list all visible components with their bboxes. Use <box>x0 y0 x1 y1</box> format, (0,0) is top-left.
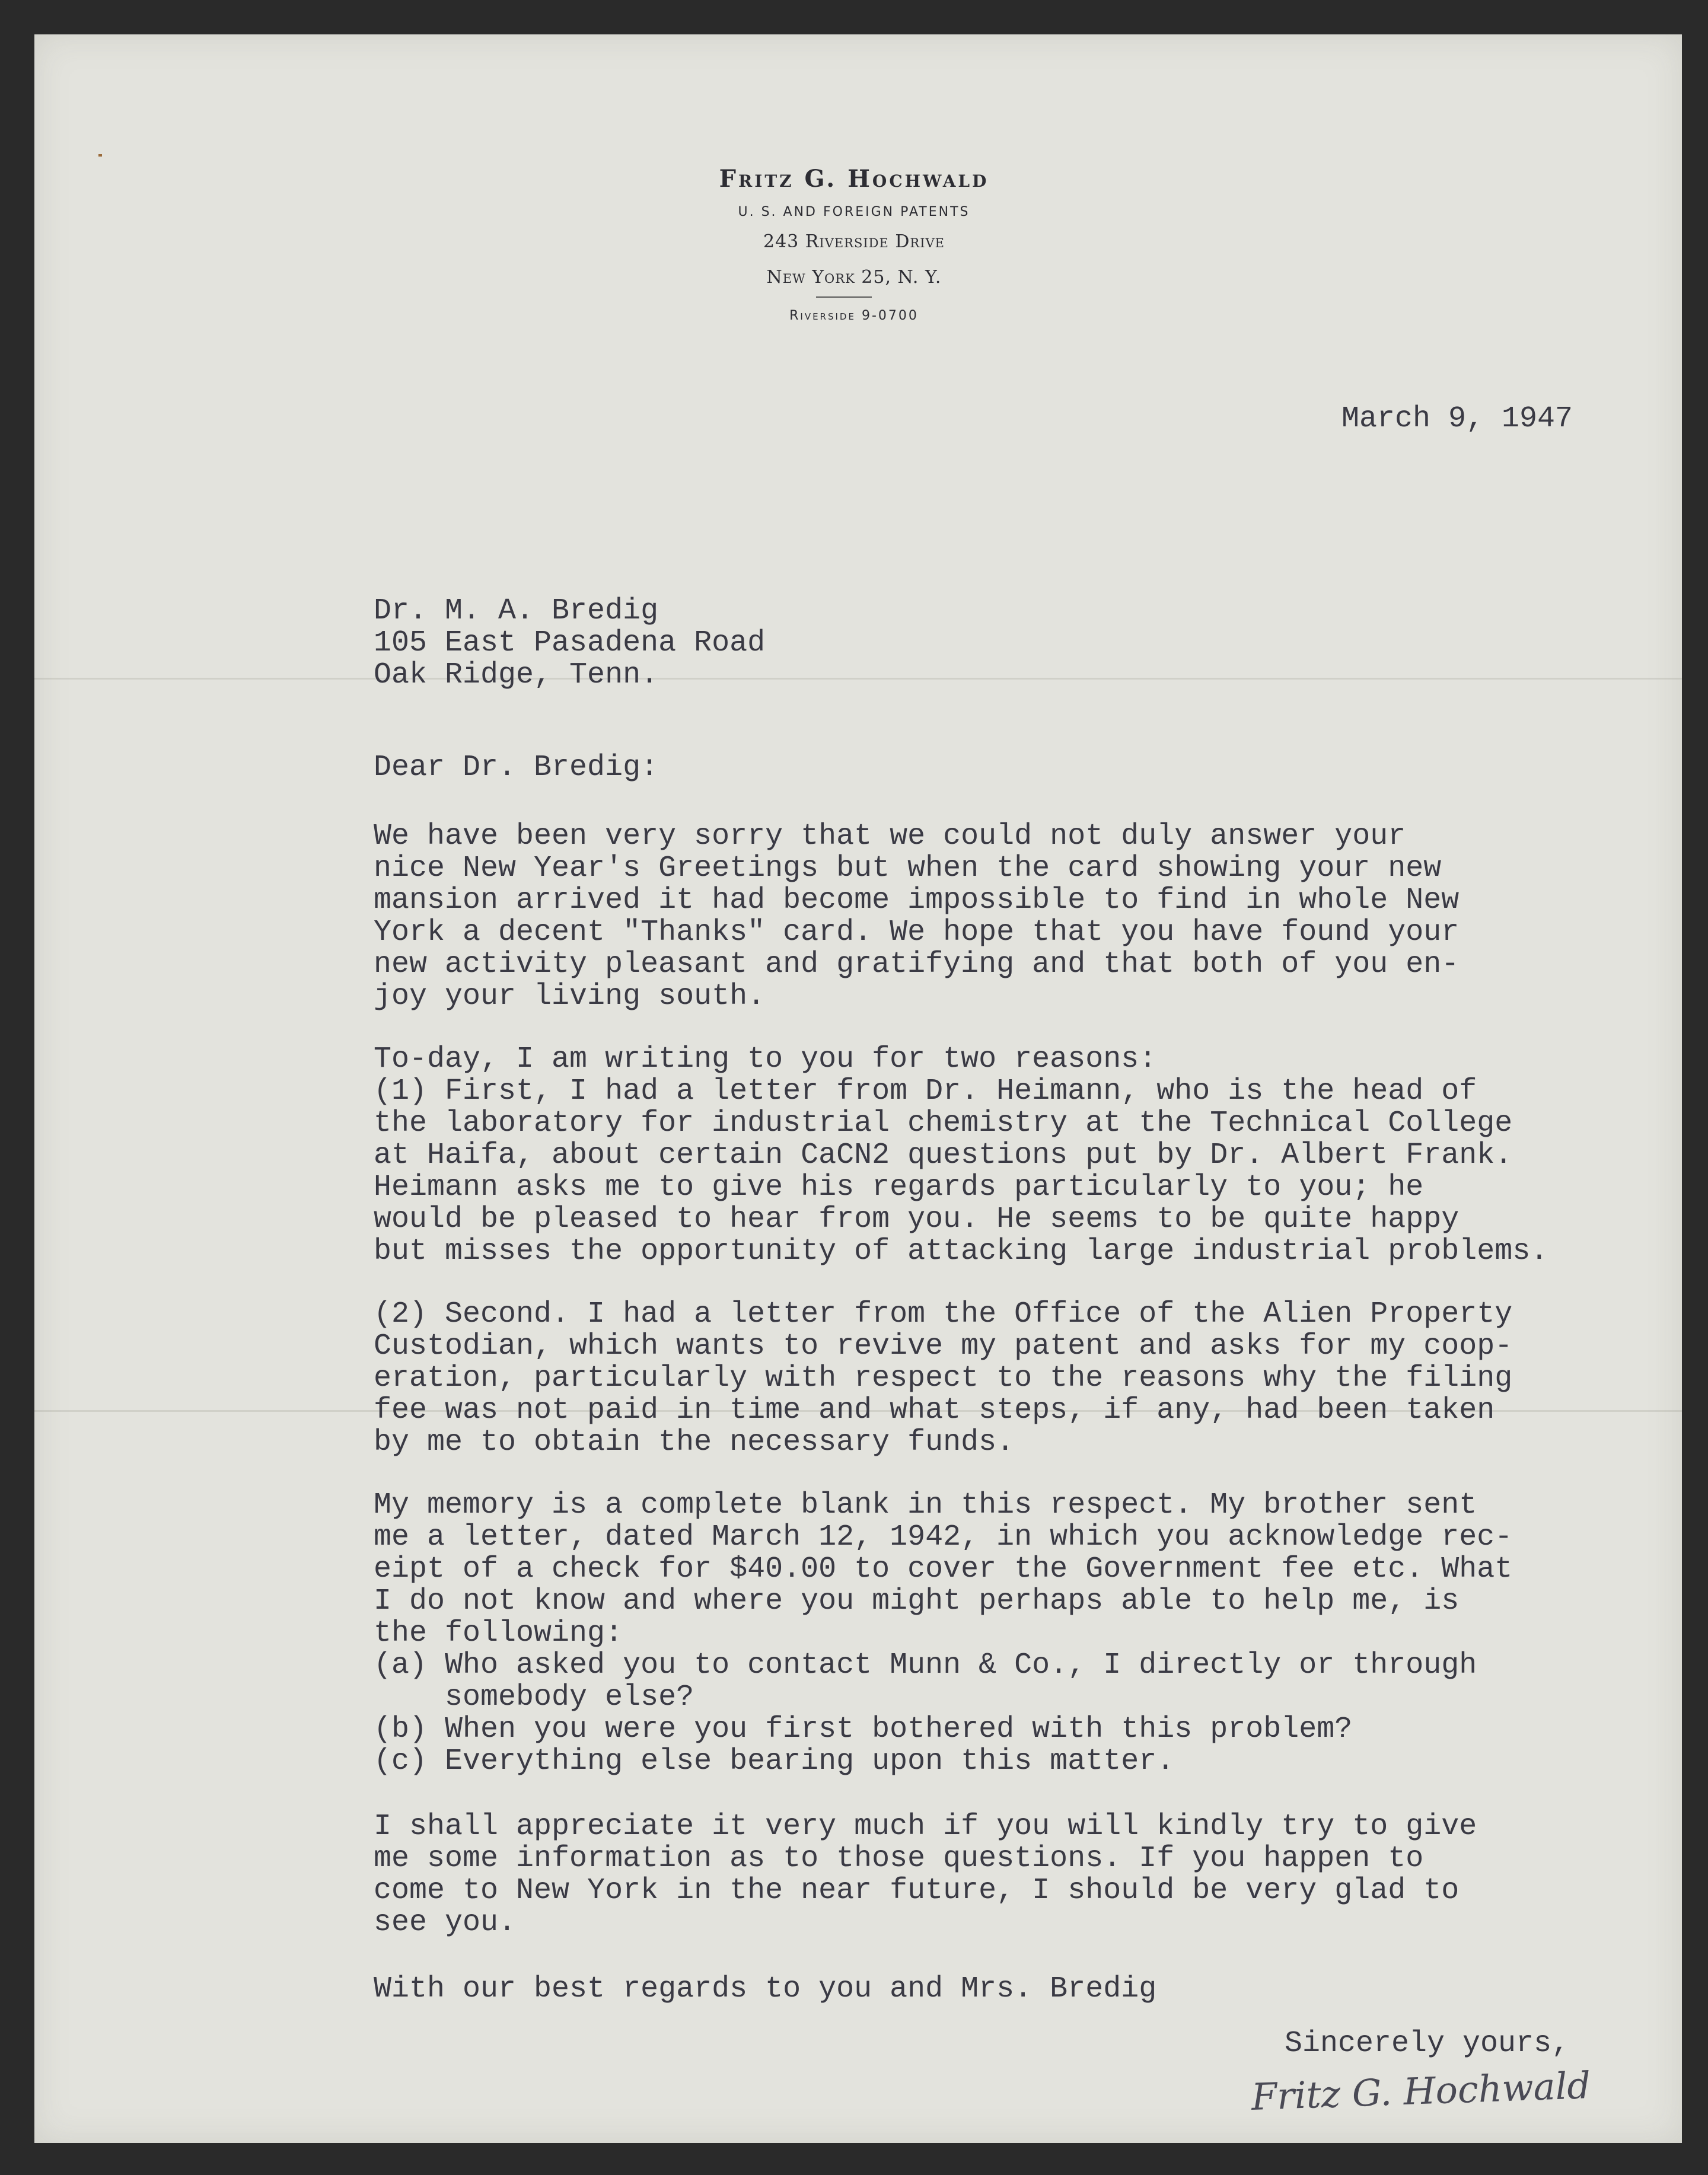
paragraph-line: nice New Year's Greetings but when the card showing your new <box>374 851 1442 885</box>
paragraph-3 <box>374 1299 1512 1459</box>
paragraph-line: (1) First, I had a letter from Dr. Heimann, who is the head of <box>374 1074 1477 1108</box>
paragraph-4 <box>374 1490 1512 1778</box>
fold-line <box>34 678 1682 680</box>
paragraph-line: York a decent "Thanks" card. We hope that you have found your <box>374 916 1460 949</box>
paragraph-line: joy your living south. <box>374 980 766 1013</box>
paragraph-2 <box>374 1044 1548 1268</box>
paragraph-line: see you. <box>374 1906 517 1940</box>
letterhead-rule <box>816 296 872 298</box>
salutation: Dear Dr. Bredig: <box>374 751 659 784</box>
paragraph-line: My memory is a complete blank in this respect. My brother sent <box>374 1488 1477 1522</box>
paragraph-line: me some information as to those questions. If you happen to <box>374 1842 1424 1876</box>
paragraph-line: Custodian, which wants to revive my patent and asks for my coop- <box>374 1329 1513 1363</box>
paragraph-5 <box>374 1811 1477 1939</box>
paragraph-line: but misses the opportunity of attacking large industrial problems. <box>374 1235 1548 1268</box>
paragraph-line: I shall appreciate it very much if you will kindly try to give <box>374 1810 1477 1844</box>
letterhead-city: New York 25, N. Y. <box>766 267 942 288</box>
closing-regards: With our best regards to you and Mrs. Bredig <box>374 1972 1157 2006</box>
paragraph-line: (2) Second. I had a letter from the Office of the Alien Property <box>374 1297 1513 1331</box>
paragraph-line: by me to obtain the necessary funds. <box>374 1425 1015 1459</box>
handwritten-signature: Fritz G. Hochwald <box>1250 2064 1592 2119</box>
paragraph-line: eipt of a check for $40.00 to cover the Government fee etc. What <box>374 1552 1513 1586</box>
paragraph-line: somebody else? <box>374 1680 694 1714</box>
paragraph-line: me a letter, dated March 12, 1942, in which you acknowledge rec- <box>374 1520 1513 1554</box>
paragraph-line: fee was not paid in time and what steps, if any, had been taken <box>374 1393 1495 1427</box>
address-line: 105 East Pasadena Road <box>374 626 766 660</box>
paragraph-line: To-day, I am writing to you for two reasons: <box>374 1042 1157 1076</box>
paragraph-line: We have been very sorry that we could not duly answer your <box>374 819 1406 853</box>
paragraph-line: new activity pleasant and gratifying and that both of you en- <box>374 948 1460 981</box>
address-line: Oak Ridge, Tenn. <box>374 658 659 692</box>
letterhead-subtitle: U. S. AND FOREIGN PATENTS <box>738 205 970 219</box>
paragraph-line: would be pleased to hear from you. He seems to be quite happy <box>374 1203 1460 1236</box>
closing-phrase: Sincerely yours, <box>1285 2027 1570 2061</box>
address-line: Dr. M. A. Bredig <box>374 594 659 628</box>
paragraph-line: eration, particularly with respect to the reasons why the filing <box>374 1361 1513 1395</box>
paper-mark <box>98 154 102 157</box>
paragraph-line: (c) Everything else bearing upon this matter. <box>374 1745 1175 1778</box>
letter-date: March 9, 1947 <box>1341 402 1573 436</box>
paragraph-line: the laboratory for industrial chemistry at the Technical College <box>374 1106 1513 1140</box>
paragraph-line: (b) When you were you first bothered with this problem? <box>374 1712 1353 1746</box>
paragraph-line: I do not know and where you might perhaps able to help me, is <box>374 1584 1460 1618</box>
paragraph-line: at Haifa, about certain CaCN2 questions put by Dr. Albert Frank. <box>374 1138 1513 1172</box>
letterhead-phone: Riverside 9-0700 <box>789 308 919 323</box>
paragraph-line: (a) Who asked you to contact Munn & Co., I directly or through <box>374 1648 1477 1682</box>
paragraph-1 <box>374 821 1459 1013</box>
paragraph-line: come to New York in the near future, I should be very glad to <box>374 1874 1460 1908</box>
paragraph-line: the following: <box>374 1616 623 1650</box>
paragraph-line: Heimann asks me to give his regards particularly to you; he <box>374 1171 1424 1204</box>
recipient-address <box>374 595 765 691</box>
letterhead-name: Fritz G. Hochwald <box>719 165 989 193</box>
paragraph-line: mansion arrived it had become impossible to find in whole New <box>374 884 1460 917</box>
letterhead-street: 243 Riverside Drive <box>763 231 945 252</box>
